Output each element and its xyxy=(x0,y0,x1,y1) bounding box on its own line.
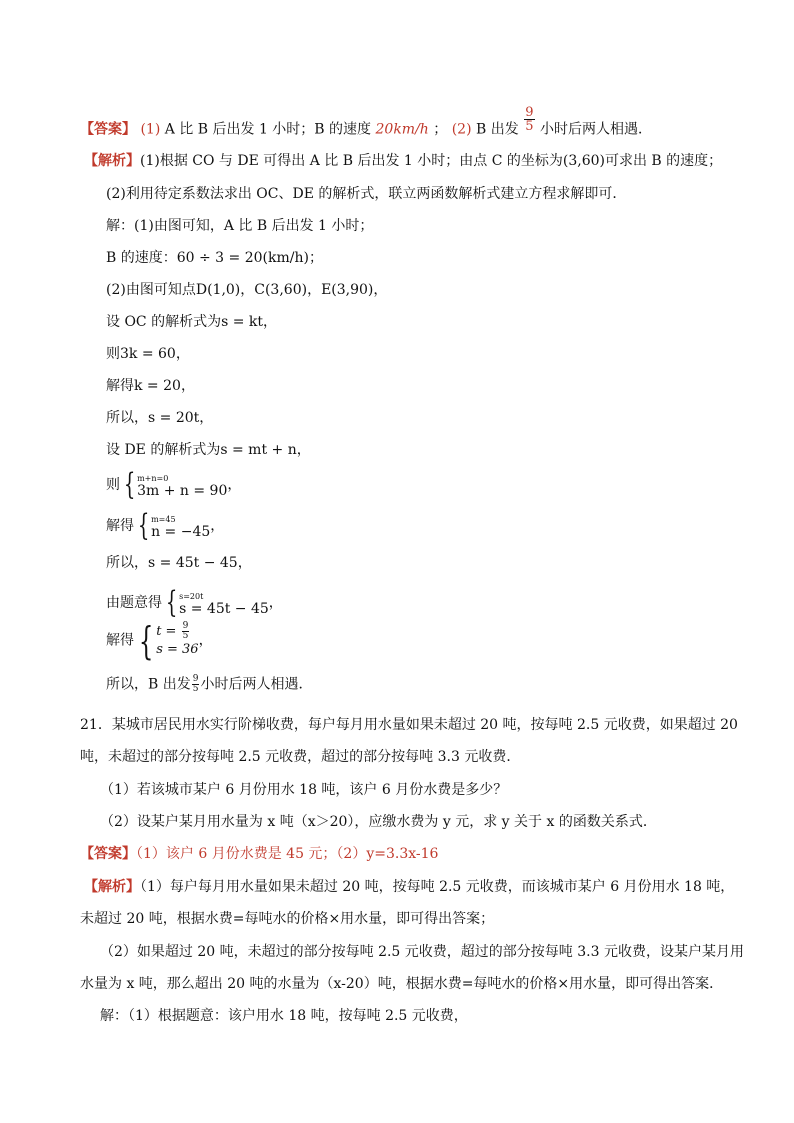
answer-20-text-4: 小时后两人相遇． xyxy=(539,121,652,138)
solution-conclusion: 所以，B 出发 $\frac{9}{5}$ 小时后两人相遇． xyxy=(106,674,313,694)
question-21-line-2: 吨，未超过的部分按每吨 2.5 元收费，超过的部分按每吨 3.3 元收费． xyxy=(80,749,521,765)
answer-20-line xyxy=(80,105,652,143)
answer-20-text-3: B 出发 xyxy=(476,121,519,138)
solution-step-10: 解得 { m=45 n = −45 ， xyxy=(106,508,225,543)
analysis-tag: 【解析】 xyxy=(84,153,140,169)
solution-step-2: B 的速度：60 ÷ 3 = 20(km/h)； xyxy=(106,250,323,266)
analysis-20-line-2: (2)利用待定系数法求出 OC、DE 的解析式，联立两函数解析式建立方程求解即可． xyxy=(106,186,627,202)
answer-tag: 【答案】 xyxy=(80,121,136,138)
part-1-marker: (1) xyxy=(140,121,161,138)
equation-system-3: s=20t s = 45t − 45 xyxy=(179,592,269,617)
equation-system-1: m+n=0 3m + n = 90 xyxy=(137,474,228,499)
solution-step-1: 解：(1)由图可知，A 比 B 后出发 1 小时； xyxy=(106,218,374,234)
solution-step-5: 则3k = 60， xyxy=(106,346,190,362)
solution-step-7: 所以，s = 20t， xyxy=(106,410,214,426)
speed-value: 20km/h xyxy=(375,121,429,138)
answer-20-text-1: A 比 B 后出发 1 小时；B 的速度 xyxy=(164,121,372,138)
answer-21-line: 【答案】（1）该户 6 月份水费是 45 元；（2）y=3.3x-16 xyxy=(80,846,439,862)
question-21-part-2: （2）设某户某月用水量为 x 吨（x＞20），应缴水费为 y 元，求 y 关于 x 的函数关系式． xyxy=(100,814,657,830)
solution-step-9: 则 { m+n=0 3m + n = 90 ， xyxy=(106,467,242,502)
analysis-21-line-1: 【解析】（1）每户每月用水量如果未超过 20 吨，按每吨 2.5 元收费，而该城市某户 6 月份用水 18 吨， xyxy=(84,879,735,895)
solution-step-6: 解得k = 20， xyxy=(106,378,195,394)
solution-step-11: 所以，s = 45t − 45， xyxy=(106,555,252,571)
analysis-21-line-2: 未超过 20 吨，根据水费=每吨水的价格×用水量，即可得出答案； xyxy=(80,911,495,927)
part-2-marker: (2) xyxy=(451,121,472,138)
question-21-line-1: 21．某城市居民用水实行阶梯收费，每户每月用水量如果未超过 20 吨，按每吨 2.5 元收费，如果超过 20 xyxy=(80,717,738,733)
answer-20-text-2: ； xyxy=(433,121,448,138)
analysis-21-line-5: 解：（1）根据题意：该户用水 18 吨，按每吨 2.5 元收费， xyxy=(100,1008,468,1024)
equation-system-solution: t = $\frac{9}{5}$ s = 36 xyxy=(156,621,199,657)
solution-step-13: 解得 { t = $\frac{9}{5}$ s = 36 ， xyxy=(106,618,213,663)
analysis-20-line-1: 【解析】(1)根据 CO 与 DE 可得出 A 比 B 后出发 1 小时；由点 C 的坐标为(3,60)可求出 B 的速度； xyxy=(84,153,723,169)
solution-step-4: 设 OC 的解析式为s = kt， xyxy=(106,314,278,330)
analysis-21-line-3: （2）如果超过 20 吨，未超过的部分按每吨 2.5 元收费，超过的部分按每吨 3.3 元收费，设某户某月用 xyxy=(100,944,744,960)
analysis-tag: 【解析】 xyxy=(84,879,140,895)
answer-tag: 【答案】 xyxy=(80,846,136,862)
solution-step-12: 由题意得 { s=20t s = 45t − 45 ， xyxy=(106,585,283,620)
fraction-9-5: $\frac{9}{5}$ xyxy=(525,105,534,134)
analysis-21-line-4: 水量为 x 吨，那么超出 20 吨的水量为（x-20）吨，根据水费=每吨水的价格×用水量，即可得出答案． xyxy=(80,976,724,992)
solution-step-3: (2)由图可知点D(1,0)，C(3,60)，E(3,90)， xyxy=(106,282,388,298)
equation-system-2: m=45 n = −45 xyxy=(151,515,211,540)
solution-step-8: 设 DE 的解析式为s = mt + n， xyxy=(106,442,311,458)
question-21-part-1: （1）若该城市某户 6 月份用水 18 吨，该户 6 月份水费是多少？ xyxy=(100,782,508,798)
